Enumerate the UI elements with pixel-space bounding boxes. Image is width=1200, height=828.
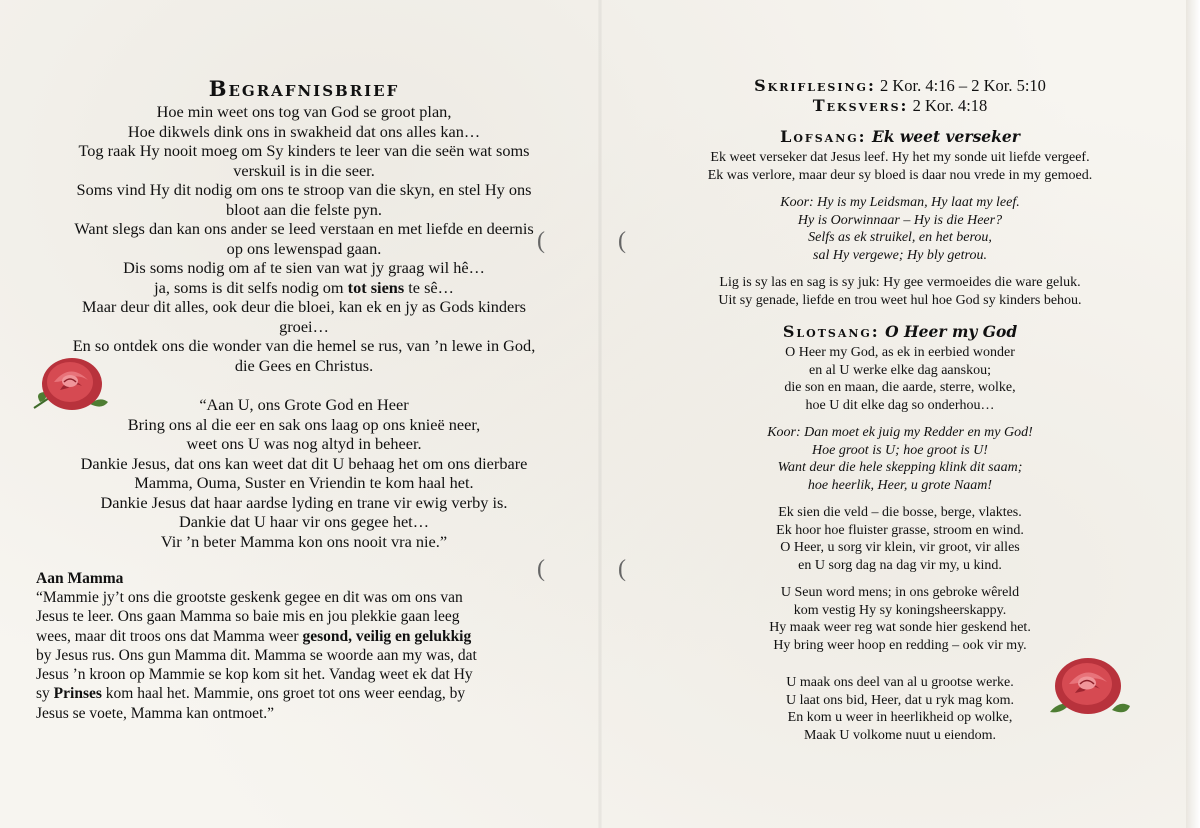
spacer bbox=[676, 264, 1124, 274]
poem-line: Hoe dikwels dink ons in swakheid dat ons alles kan… bbox=[127, 121, 481, 141]
line-text: sy bbox=[36, 685, 54, 703]
bracket-mark: ( bbox=[537, 556, 545, 582]
hymn-line: O Heer my God, as ek in eerbied wonder bbox=[785, 345, 1015, 360]
poem-line: bloot aan die felste pyn. bbox=[226, 199, 382, 219]
chorus-line: sal Hy vergewe; Hy bly getrou. bbox=[813, 247, 987, 263]
hymn-line: Lig is sy las en sag is sy juk: Hy gee vermoeides die ware geluk. bbox=[719, 275, 1081, 290]
line-text: kom haal het. Mammie, ons groet tot ons weer eendag, by bbox=[101, 685, 466, 703]
chorus-line: Hoe groot is U; hoe groot is U! bbox=[812, 442, 988, 458]
hymn-line: Ek weet verseker dat Jesus leef. Hy het my sonde uit liefde vergeef. bbox=[710, 150, 1090, 165]
page-edge bbox=[1186, 0, 1200, 828]
skriflesing-ref: 2 Kor. 4:16 – 2 Kor. 5:10 bbox=[875, 76, 1046, 95]
hymn-line: Maak U volkome nuut u eiendom. bbox=[803, 727, 997, 743]
letter-line: Jesus se voete, Mamma kan ontmoet.” bbox=[36, 704, 275, 722]
chorus-line: Koor: Hy is my Leidsman, Hy laat my leef. bbox=[780, 195, 1020, 210]
hymn-line: U maak ons deel van al u grootse werke. bbox=[786, 675, 1014, 690]
spacer bbox=[676, 494, 1124, 504]
chorus-line: Selfs as ek struikel, en het berou, bbox=[808, 230, 992, 245]
hymn-line: Ek hoor hoe fluister grasse, stroom en wind. bbox=[776, 522, 1024, 538]
hymn-line: kom vestig Hy sy koningsheerskappy. bbox=[793, 602, 1007, 618]
chorus-line: Koor: Dan moet ek juig my Redder en my God! bbox=[767, 425, 1033, 440]
page-title: Begrafnisbrief bbox=[208, 76, 400, 101]
bracket-mark: ( bbox=[537, 228, 545, 254]
emphasis-text: gesond, veilig en gelukkig bbox=[302, 627, 472, 645]
letter-line: by Jesus rus. Ons gun Mamma dit. Mamma se woorde aan my was, dat bbox=[36, 646, 477, 664]
page-fold bbox=[598, 0, 602, 828]
rose-icon bbox=[1042, 652, 1134, 722]
poem-line: Dankie Jesus, dat ons kan weet dat dit U behaag het om ons dierbare bbox=[80, 453, 528, 473]
poem-line: Dankie dat U haar vir ons gegee het… bbox=[178, 512, 429, 531]
letter-line bbox=[36, 684, 572, 703]
hymn-line: Uit sy genade, liefde en trou weet hul hoe God sy kinders behou. bbox=[718, 292, 1082, 308]
letter-line: “Mammie jy’t ons die grootste geskenk gegee en dit was om ons van bbox=[36, 589, 463, 606]
poem-line bbox=[36, 278, 572, 298]
hymn-line: Ek sien die veld – die bosse, berge, vlaktes. bbox=[778, 505, 1022, 520]
rose-icon bbox=[30, 352, 112, 416]
emphasis-text: tot siens bbox=[347, 277, 405, 297]
aan-mamma-letter bbox=[36, 588, 572, 723]
bracket-mark: ( bbox=[618, 228, 626, 254]
hymn-line: U Seun word mens; in ons gebroke wêreld bbox=[780, 585, 1020, 600]
chorus-line: hoe heerlik, Heer, u grote Naam! bbox=[807, 477, 993, 493]
poem-line: Want slegs dan kan ons ander se leed verstaan en met liefde en deernis bbox=[74, 219, 534, 238]
poem-line: Dis soms nodig om af te sien van wat jy graag wil hê… bbox=[123, 258, 485, 277]
poem-line: Tog raak Hy nooit moeg om Sy kinders te leer van die seën wat soms bbox=[78, 141, 530, 160]
poem-line: Soms vind Hy dit nodig om ons te stroop van die skyn, en stel Hy ons bbox=[76, 180, 532, 199]
hymn-line: en U sorg dag na dag vir my, u kind. bbox=[798, 557, 1002, 573]
poem-line: groei… bbox=[279, 316, 329, 336]
letter-line: Jesus te leer. Ons gaan Mamma so baie mis en jou plekkie gaan leeg bbox=[36, 608, 460, 626]
lofsang-title: Ek weet verseker bbox=[866, 127, 1020, 146]
spacer bbox=[676, 309, 1124, 321]
lofsang-label: Lofsang: bbox=[780, 127, 867, 146]
bracket-mark: ( bbox=[618, 556, 626, 582]
letter-line: Jesus ’n kroon op Mammie se kop kom sit het. Vandag weet ek dat Hy bbox=[36, 666, 473, 684]
aan-mamma-heading: Aan Mamma bbox=[36, 570, 124, 587]
spacer bbox=[676, 574, 1124, 584]
emphasis-text: Prinses bbox=[53, 685, 102, 703]
hymn-line: Hy maak weer reg wat sonde hier geskend het. bbox=[769, 620, 1031, 635]
poem-line: Mamma, Ouma, Suster en Vriendin te kom haal het. bbox=[134, 473, 474, 492]
skriflesing-label: Skriflesing: bbox=[754, 76, 876, 95]
poem-line: “Aan U, ons Grote God en Heer bbox=[199, 395, 409, 414]
poem-section-1 bbox=[36, 102, 572, 375]
left-page bbox=[36, 76, 572, 723]
spacer bbox=[676, 116, 1124, 126]
line-text: wees, maar dit troos ons dat Mamma weer bbox=[36, 627, 303, 645]
line-text: te sê… bbox=[404, 277, 454, 297]
poem-line: weet ons U was nog altyd in beheer. bbox=[186, 434, 422, 453]
teksvers-label: Teksvers: bbox=[812, 96, 909, 115]
slotsang-label: Slotsang: bbox=[782, 322, 880, 341]
poem-line: Maar deur dit alles, ook deur die bloei, kan ek en jy as Gods kinders bbox=[82, 297, 526, 316]
chorus-line: Hy is Oorwinnaar – Hy is die Heer? bbox=[797, 212, 1003, 228]
poem-line: En so ontdek ons die wonder van die hemel se rus, van ’n lewe in God, bbox=[72, 336, 536, 355]
hymn-line: U laat ons bid, Heer, dat u ryk mag kom. bbox=[785, 692, 1015, 708]
slotsang-title: O Heer my God bbox=[879, 322, 1018, 341]
line-text: ja, soms is dit selfs nodig om bbox=[154, 277, 348, 297]
poem-line: Bring ons al die eer en sak ons laag op ons knieë neer, bbox=[127, 414, 481, 434]
hymn-line: O Heer, u sorg vir klein, vir groot, vir alles bbox=[780, 540, 1020, 555]
teksvers-ref: 2 Kor. 4:18 bbox=[908, 96, 988, 115]
poem-line: op ons lewenspad gaan. bbox=[226, 238, 382, 258]
spacer bbox=[36, 375, 572, 395]
hymn-line: hoe U dit elke dag so onderhou… bbox=[805, 397, 995, 413]
letter-line bbox=[36, 627, 572, 646]
slotsang-heading bbox=[676, 321, 1124, 344]
poem-section-2 bbox=[36, 395, 572, 551]
spacer bbox=[676, 414, 1124, 424]
poem-line: die Gees en Christus. bbox=[234, 355, 374, 375]
teksvers-line bbox=[676, 96, 1124, 116]
hymn-line: die son en maan, die aarde, sterre, wolke, bbox=[784, 380, 1016, 395]
poem-line: verskuil is in die seer. bbox=[233, 160, 375, 180]
skriflesing-line bbox=[676, 76, 1124, 96]
poem-line: Vir ’n beter Mamma kon ons nooit vra nie.” bbox=[160, 531, 448, 551]
lofsang-heading bbox=[676, 126, 1124, 149]
hymn-line: Hy bring weer hoop en redding – ook vir my. bbox=[773, 637, 1027, 653]
poem-line: Hoe min weet ons tog van God se groot plan, bbox=[156, 102, 452, 121]
chorus-line: Want deur die hele skepping klink dit saam; bbox=[777, 460, 1023, 475]
hymn-line: Ek was verlore, maar deur sy bloed is daar nou vrede in my gemoed. bbox=[707, 167, 1093, 183]
hymn-line: en al U werke elke dag aanskou; bbox=[809, 362, 991, 378]
hymn-line: En kom u weer in heerlikheid op wolke, bbox=[787, 710, 1013, 725]
spacer bbox=[676, 184, 1124, 194]
poem-line: Dankie Jesus dat haar aardse lyding en trane vir ewig verby is. bbox=[100, 492, 508, 512]
right-page bbox=[676, 76, 1124, 744]
